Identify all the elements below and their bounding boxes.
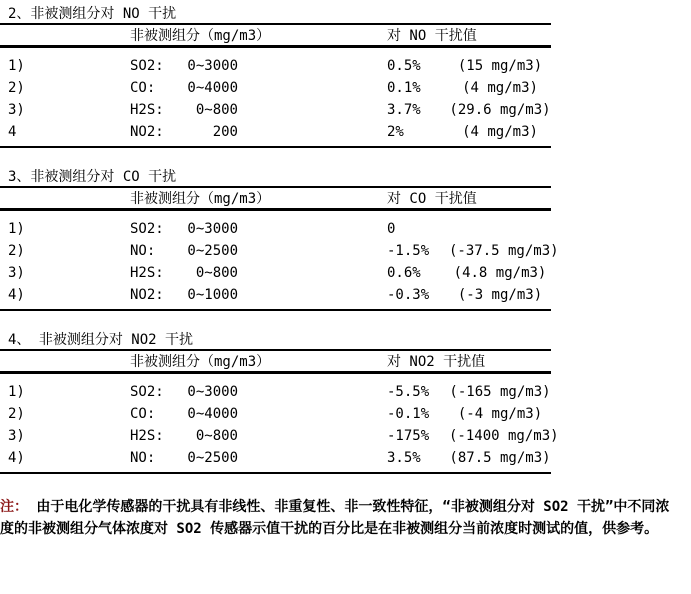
table-row <box>0 121 551 147</box>
interference-absolute: (4 mg/m3) <box>462 80 538 96</box>
interference-absolute <box>449 210 551 241</box>
row-number: 1) <box>8 221 25 237</box>
row-number: 3) <box>8 265 25 281</box>
gas-label: SO2: <box>130 58 164 74</box>
gas-range: 0~4000 <box>187 80 238 96</box>
interference-percent: 0 <box>387 221 396 237</box>
footnote-prefix: 注： <box>0 499 28 515</box>
gas-label: CO: <box>130 80 156 96</box>
gas-label: H2S: <box>130 428 164 444</box>
interference-percent: -0.3% <box>387 284 449 310</box>
interference-percent: 3.5% <box>387 447 449 473</box>
table-header-row <box>0 187 551 210</box>
interference-percent: -0.1% <box>387 406 430 422</box>
section-co-interference <box>0 169 691 311</box>
column-header-interference: 对 NO2 干扰值 <box>387 350 551 373</box>
gas-range: 0~800 <box>195 102 238 118</box>
gas-label: NO2: <box>130 121 186 147</box>
interference-table-no <box>0 23 551 148</box>
gas-range: 0~1000 <box>186 284 238 310</box>
section-no2-interference <box>0 332 691 474</box>
interference-percent: -175% <box>387 428 430 444</box>
section-title: 4、 非被测组分对 NO2 干扰 <box>8 332 194 348</box>
row-number: 3) <box>8 102 25 118</box>
interference-absolute: (-165 mg/m3) <box>449 384 551 400</box>
gas-label: CO: <box>130 406 156 422</box>
row-number: 2) <box>8 406 25 422</box>
footnote <box>0 496 682 540</box>
table-row <box>0 403 551 425</box>
row-number: 4) <box>0 447 130 473</box>
gas-range: 0~3000 <box>187 384 238 400</box>
gas-range: 0~800 <box>195 428 238 444</box>
row-number: 4) <box>0 284 130 310</box>
column-header-interference: 对 CO 干扰值 <box>387 187 551 210</box>
table-row <box>0 77 551 99</box>
row-number: 4 <box>0 121 130 147</box>
gas-range: 200 <box>186 121 238 147</box>
section-title: 3、非被测组分对 CO 干扰 <box>8 169 177 185</box>
column-header-interference: 对 NO 干扰值 <box>387 24 551 47</box>
gas-range: 0~3000 <box>187 58 238 74</box>
column-header-component: 非被测组分（mg/m3） <box>130 187 387 210</box>
interference-percent: 3.7% <box>387 102 421 118</box>
gas-label: NO2: <box>130 284 186 310</box>
row-number: 2) <box>8 80 25 96</box>
table-row <box>0 373 551 404</box>
interference-absolute: (-37.5 mg/m3) <box>449 243 559 259</box>
gas-label: SO2: <box>130 221 164 237</box>
interference-percent: -1.5% <box>387 243 430 259</box>
table-row <box>0 210 551 241</box>
footnote-body: 由于电化学传感器的干扰具有非线性、非重复性、非一致性特征，“非被测组分对 SO2 干扰”中不同浓度的非被测组分气体浓度对 SO2 传感器示值干扰的百分比是在非被测组分当前浓度时测试的值，供参考。 <box>0 499 670 537</box>
section-no-interference <box>0 6 691 148</box>
interference-absolute: (-4 mg/m3) <box>457 406 543 422</box>
interference-absolute: (29.6 mg/m3) <box>449 102 551 118</box>
row-number: 1) <box>8 58 25 74</box>
interference-absolute: (15 mg/m3) <box>457 58 543 74</box>
gas-range: 0~4000 <box>187 406 238 422</box>
interference-percent: -5.5% <box>387 384 430 400</box>
table-row <box>0 99 551 121</box>
interference-absolute: (4.8 mg/m3) <box>453 265 547 281</box>
table-row <box>0 447 551 473</box>
gas-label: H2S: <box>130 265 164 281</box>
interference-absolute: (-1400 mg/m3) <box>449 428 559 444</box>
row-number: 3) <box>8 428 25 444</box>
interference-absolute: (-3 mg/m3) <box>449 284 551 310</box>
interference-table-no2 <box>0 349 559 474</box>
table-row <box>0 425 551 447</box>
column-header-component: 非被测组分（mg/m3） <box>130 24 387 47</box>
interference-table-co <box>0 186 559 311</box>
table-header-row <box>0 24 551 47</box>
table-row <box>0 262 551 284</box>
section-title: 2、非被测组分对 NO 干扰 <box>8 6 177 22</box>
gas-range: 0~3000 <box>187 221 238 237</box>
gas-label: H2S: <box>130 102 164 118</box>
interference-absolute: (4 mg/m3) <box>449 121 551 147</box>
gas-range: 0~2500 <box>186 447 238 473</box>
interference-percent: 0.6% <box>387 265 421 281</box>
gas-label: NO: <box>130 447 186 473</box>
table-header-row <box>0 350 551 373</box>
interference-percent: 0.1% <box>387 80 421 96</box>
row-number: 1) <box>8 384 25 400</box>
gas-label: NO: <box>130 243 156 259</box>
interference-percent: 2% <box>387 121 449 147</box>
interference-percent: 0.5% <box>387 58 421 74</box>
table-row <box>0 284 551 310</box>
gas-range: 0~800 <box>195 265 238 281</box>
interference-absolute: (87.5 mg/m3) <box>449 447 551 473</box>
gas-range: 0~2500 <box>187 243 238 259</box>
column-header-component: 非被测组分（mg/m3） <box>130 350 387 373</box>
table-row <box>0 240 551 262</box>
row-number: 2) <box>8 243 25 259</box>
gas-label: SO2: <box>130 384 164 400</box>
table-row <box>0 47 551 78</box>
